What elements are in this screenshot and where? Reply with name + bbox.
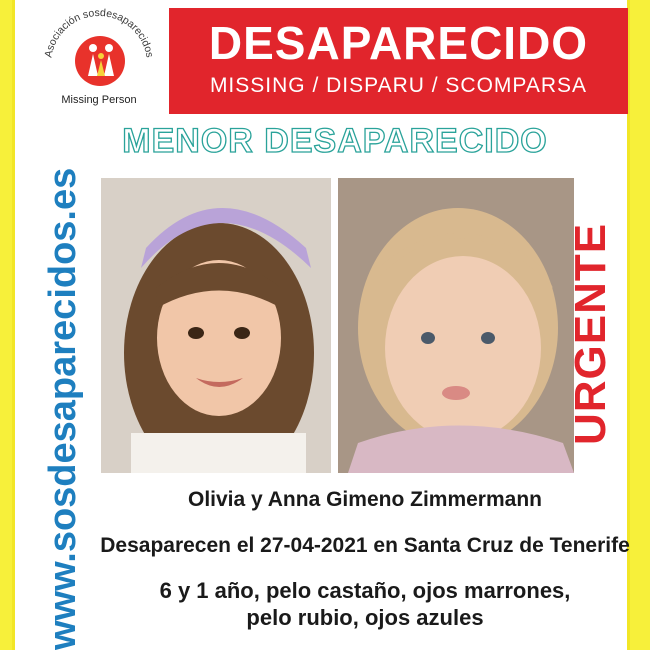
family-figures-icon bbox=[84, 42, 118, 78]
missing-poster bbox=[12, 0, 630, 650]
description-line-1: 6 y 1 año, pelo castaño, ojos marrones, bbox=[159, 578, 571, 603]
missing-banner bbox=[169, 8, 628, 114]
association-logo bbox=[37, 6, 161, 116]
photo-anna bbox=[338, 178, 574, 473]
urgent-label: URGENTE bbox=[566, 222, 615, 445]
logo-subtitle: Missing Person bbox=[61, 94, 137, 106]
banner-subtitle: MISSING / DISPARU / SCOMPARSA bbox=[209, 74, 588, 97]
minor-missing-heading: MENOR DESAPARECIDO bbox=[122, 122, 548, 160]
disappearance-info: Desaparecen el 27-04-2021 en Santa Cruz de Tenerife bbox=[100, 534, 630, 557]
website-url[interactable]: www.sosdesaparecidos.es bbox=[42, 167, 84, 650]
svg-text:Asociación sosdesaparecidos: Asociación sosdesaparecidos bbox=[42, 6, 156, 59]
banner-title: DESAPARECIDO bbox=[208, 17, 589, 69]
child-portrait-2 bbox=[338, 178, 574, 473]
missing-names: Olivia y Anna Gimeno Zimmermann bbox=[188, 488, 542, 511]
description-line-2: pelo rubio, ojos azules bbox=[246, 605, 484, 630]
photo-olivia bbox=[101, 178, 331, 473]
child-portrait-1 bbox=[101, 178, 331, 473]
